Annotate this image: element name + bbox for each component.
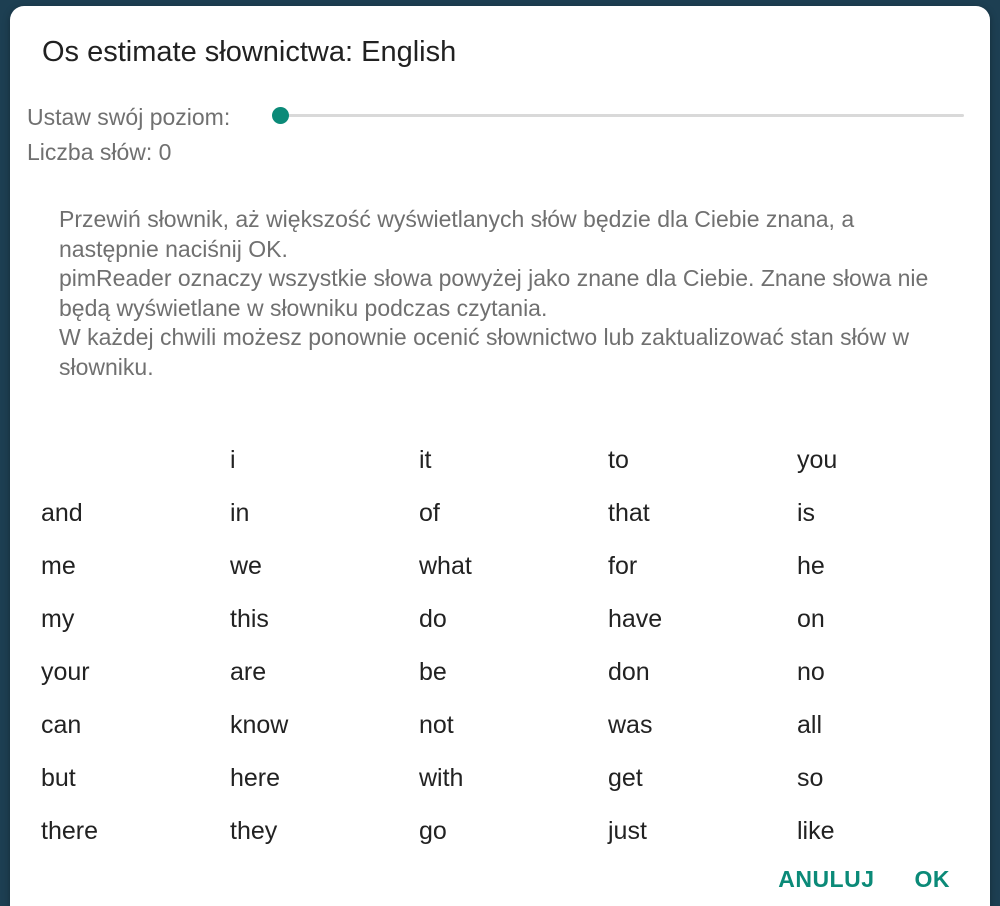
instructions: [59, 205, 959, 382]
vocabulary-estimate-dialog: [10, 6, 990, 906]
instruction-line: Przewiń słownik, aż większość wyświetlanych słów będzie dla Ciebie znana, a następnie naciśnij OK.: [59, 206, 855, 262]
word-item: you: [797, 446, 838, 474]
word-item: this: [230, 605, 269, 633]
dialog-actions: [778, 866, 950, 893]
word-item: not: [419, 711, 454, 739]
dialog-title: Os estimate słownictwa: English: [42, 36, 457, 68]
word-item: of: [419, 499, 440, 527]
word-item: he: [797, 552, 825, 580]
word-item: all: [797, 711, 823, 739]
instruction-line: W każdej chwili możesz ponownie ocenić słownictwo lub zaktualizować stan słów w słowniku.: [59, 324, 910, 380]
word-grid: [10, 426, 990, 858]
word-item: go: [419, 817, 447, 845]
word-count: Liczba słów: 0: [27, 139, 172, 165]
word-list[interactable]: [10, 426, 990, 845]
word-item: to: [608, 446, 629, 474]
word-item: don: [608, 658, 650, 686]
word-item: have: [608, 605, 663, 633]
word-item: i: [230, 446, 236, 474]
slider-track[interactable]: [280, 114, 964, 117]
instruction-line: pimReader oznaczy wszystkie słowa powyżej jako znane dla Ciebie. Znane słowa nie będą wyświetlane w słowniku podczas czytania.: [59, 265, 929, 321]
word-item: get: [608, 764, 643, 792]
word-item: know: [230, 711, 289, 739]
ok-button[interactable]: OK: [914, 866, 950, 892]
word-item: on: [797, 605, 825, 633]
word-item: that: [608, 499, 650, 527]
word-item: for: [608, 552, 638, 580]
slider-thumb[interactable]: [272, 107, 289, 124]
word-item: your: [41, 658, 90, 686]
word-item: [41, 434, 230, 487]
word-item: so: [797, 764, 824, 792]
word-item: here: [230, 764, 281, 792]
cancel-button[interactable]: ANULUJ: [778, 866, 875, 892]
word-item: can: [41, 711, 82, 739]
word-item: in: [230, 499, 250, 527]
word-item: no: [797, 658, 825, 686]
level-slider[interactable]: [272, 104, 964, 128]
word-item: there: [41, 817, 98, 845]
word-item: but: [41, 764, 76, 792]
word-item: with: [419, 764, 464, 792]
word-item: and: [41, 499, 83, 527]
word-item: is: [797, 499, 816, 527]
word-item: are: [230, 658, 267, 686]
word-item: we: [230, 552, 262, 580]
word-item: like: [797, 817, 835, 845]
level-label: Ustaw swój poziom:: [27, 104, 231, 130]
word-item: my: [41, 605, 75, 633]
word-item: me: [41, 552, 76, 580]
word-item: they: [230, 817, 278, 845]
word-item: what: [419, 552, 472, 580]
word-item: was: [608, 711, 653, 739]
word-item: just: [608, 817, 647, 845]
word-item: do: [419, 605, 447, 633]
word-item: it: [419, 446, 432, 474]
word-item: be: [419, 658, 447, 686]
